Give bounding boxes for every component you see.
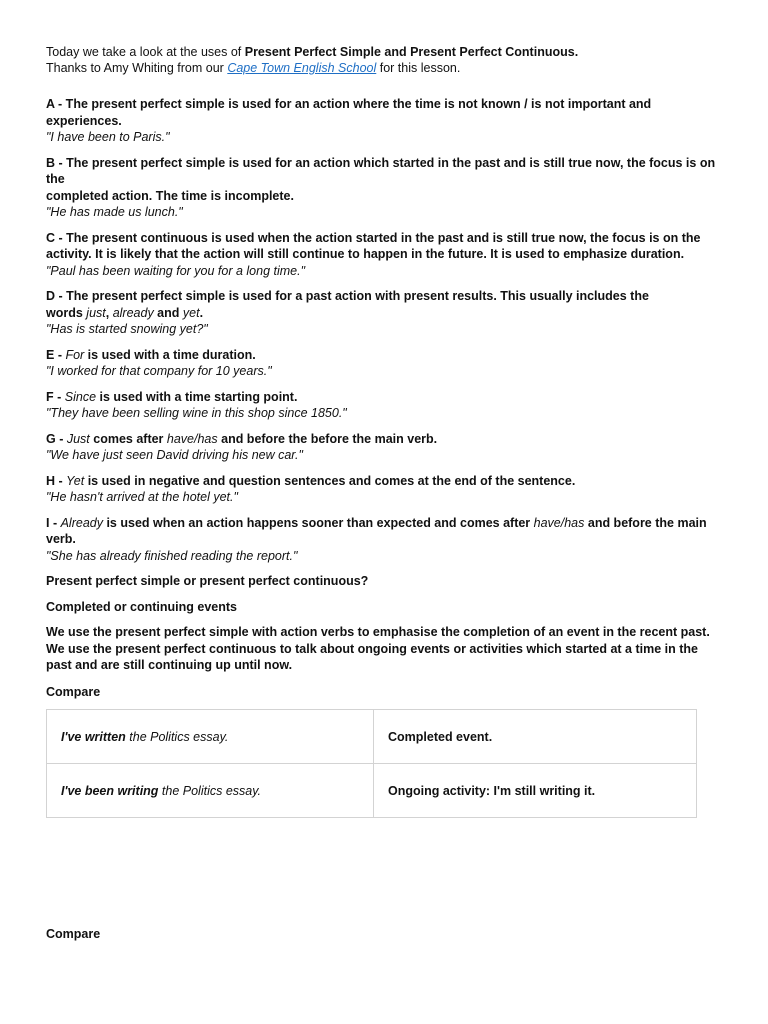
keyword-already: already — [112, 305, 154, 320]
example-rest: the Politics essay. — [125, 729, 229, 744]
table-cell-meaning: Completed event. — [374, 710, 697, 764]
rule-g-example: "We have just seen David driving his new car." — [46, 448, 303, 462]
rule-i-text-line-2: verb. — [46, 532, 76, 546]
rule-f-example: "They have been selling wine in this shop since 1850." — [46, 406, 347, 420]
rule-g-text: G - Just comes after have/has and before the before the main verb. — [46, 431, 438, 446]
intro-thanks: Thanks to Amy Whiting from our — [46, 61, 228, 75]
intro-and: and — [380, 45, 411, 59]
rule-d — [46, 288, 722, 338]
rule-c-example: "Paul has been waiting for you for a long time." — [46, 263, 306, 278]
rule-c — [46, 230, 722, 280]
school-link[interactable]: Cape Town English School — [227, 61, 377, 75]
table-row — [47, 764, 697, 818]
sentence-end: . — [199, 305, 204, 320]
rule-a — [46, 96, 722, 146]
rule-description: comes after — [89, 431, 167, 446]
rule-g — [46, 431, 722, 464]
rule-e-text: E - For is used with a time duration. — [46, 347, 256, 362]
rule-b-text-line-2: completed action. The time is incomplete. — [46, 188, 294, 203]
intro-suffix: for this lesson. — [376, 61, 461, 75]
subheading: Completed or continuing events — [46, 599, 237, 614]
rule-description: is used in negative and question sentences and comes at the end of the sentence. — [84, 473, 576, 488]
rule-letter: E — [46, 347, 55, 362]
intro-line-1 — [46, 44, 722, 60]
rule-e — [46, 347, 722, 380]
rule-description: - The present perfect simple is used for an action which started in the past and is still true now, the focus is on the — [46, 155, 716, 186]
question-heading: Present perfect simple or present perfect continuous? — [46, 574, 369, 588]
rule-description: - The present perfect simple is used for an action where the time is not known / is not important and experiences. — [46, 97, 652, 128]
keyword-have-has: have/has — [533, 515, 585, 530]
rule-letter: F — [46, 389, 54, 404]
compare-table — [46, 709, 697, 818]
rule-h — [46, 473, 722, 506]
rule-letter: D — [46, 289, 56, 303]
keyword-have-has: have/has — [166, 431, 218, 446]
intro — [46, 44, 722, 76]
rule-letter: G — [46, 431, 56, 446]
rule-description-end: and before the main — [584, 515, 707, 530]
keyword-for: For — [65, 347, 85, 362]
intro-bold-continuous: Present Perfect Continuous. — [410, 45, 579, 59]
rule-e-example: "I worked for that company for 10 years." — [46, 364, 272, 378]
rule-b — [46, 155, 722, 221]
keyword-already: Already — [60, 515, 103, 530]
rule-h-example: "He hasn't arrived at the hotel yet." — [46, 490, 238, 504]
explanation-paragraph: We use the present perfect simple with action verbs to emphasise the completion of an event in the recent past. We use the present perfect continuous to talk about ongoing events or activities which started at a time in the past and are still continuing up until now. — [46, 625, 710, 672]
compare-label: Compare — [46, 684, 101, 699]
rule-f-text: F - Since is used with a time starting point. — [46, 389, 298, 404]
rule-f — [46, 389, 722, 422]
intro-line-2 — [46, 60, 722, 76]
separator: and — [153, 305, 183, 320]
example-verb: I've written — [61, 729, 126, 744]
keyword-yet: yet — [182, 305, 200, 320]
table-cell-example — [47, 764, 374, 818]
rule-c-text-line-2: activity. It is likely that the action will still continue to happen in the future. It is used to emphasize duration. — [46, 247, 685, 261]
rule-letter: B — [46, 155, 56, 170]
table-cell-meaning: Ongoing activity: I'm still writing it. — [374, 764, 697, 818]
keyword-just: just — [86, 305, 106, 320]
table-cell-example — [47, 710, 374, 764]
rule-a-text — [46, 96, 722, 129]
keyword-since: Since — [64, 389, 97, 404]
rule-b-example: "He has made us lunch." — [46, 205, 183, 219]
rule-letter: A — [46, 97, 55, 111]
rule-description: is used with a time duration. — [84, 347, 256, 362]
rule-description: is used with a time starting point. — [96, 389, 298, 404]
rule-description: - The present continuous is used when the action started in the past and is still true now, the focus is on the — [55, 230, 701, 245]
rule-description: - The present perfect simple is used for a past action with present results. This usually includes the — [55, 289, 649, 303]
rule-d-text-line-1 — [46, 288, 722, 305]
intro-bold-simple: Present Perfect Simple — [244, 45, 381, 59]
rule-letter: H — [46, 473, 56, 488]
rule-description-end: and before the before the main verb. — [217, 431, 438, 446]
rule-b-text-line-1 — [46, 155, 722, 188]
table-row — [47, 710, 697, 764]
example-verb: I've been writing — [61, 783, 159, 798]
document-page — [46, 44, 722, 818]
rule-i-text-line-1: I - Already is used when an action happens sooner than expected and comes after have/has and before the main — [46, 515, 707, 530]
intro-prefix: Today we take a look at the uses of — [46, 45, 245, 59]
rule-letter: I — [46, 515, 50, 530]
rule-h-text: H - Yet is used in negative and question sentences and comes at the end of the sentence. — [46, 473, 576, 488]
keyword-yet: Yet — [66, 473, 85, 488]
rule-i-example: "She has already finished reading the report." — [46, 548, 298, 563]
rule-a-example: "I have been to Paris." — [46, 130, 170, 144]
keyword-just: Just — [66, 431, 90, 446]
rule-i — [46, 515, 722, 565]
words-prefix: words — [46, 305, 87, 320]
rule-description: is used when an action happens sooner than expected and comes after — [102, 515, 534, 530]
rule-d-text-line-2 — [46, 305, 722, 322]
rule-d-example: "Has is started snowing yet?" — [46, 322, 208, 336]
separator: , — [105, 305, 113, 320]
rule-letter: C — [46, 230, 56, 245]
rule-c-text-line-1 — [46, 230, 722, 247]
example-rest: the Politics essay. — [158, 783, 262, 798]
compare-label-bottom: Compare — [46, 927, 101, 941]
